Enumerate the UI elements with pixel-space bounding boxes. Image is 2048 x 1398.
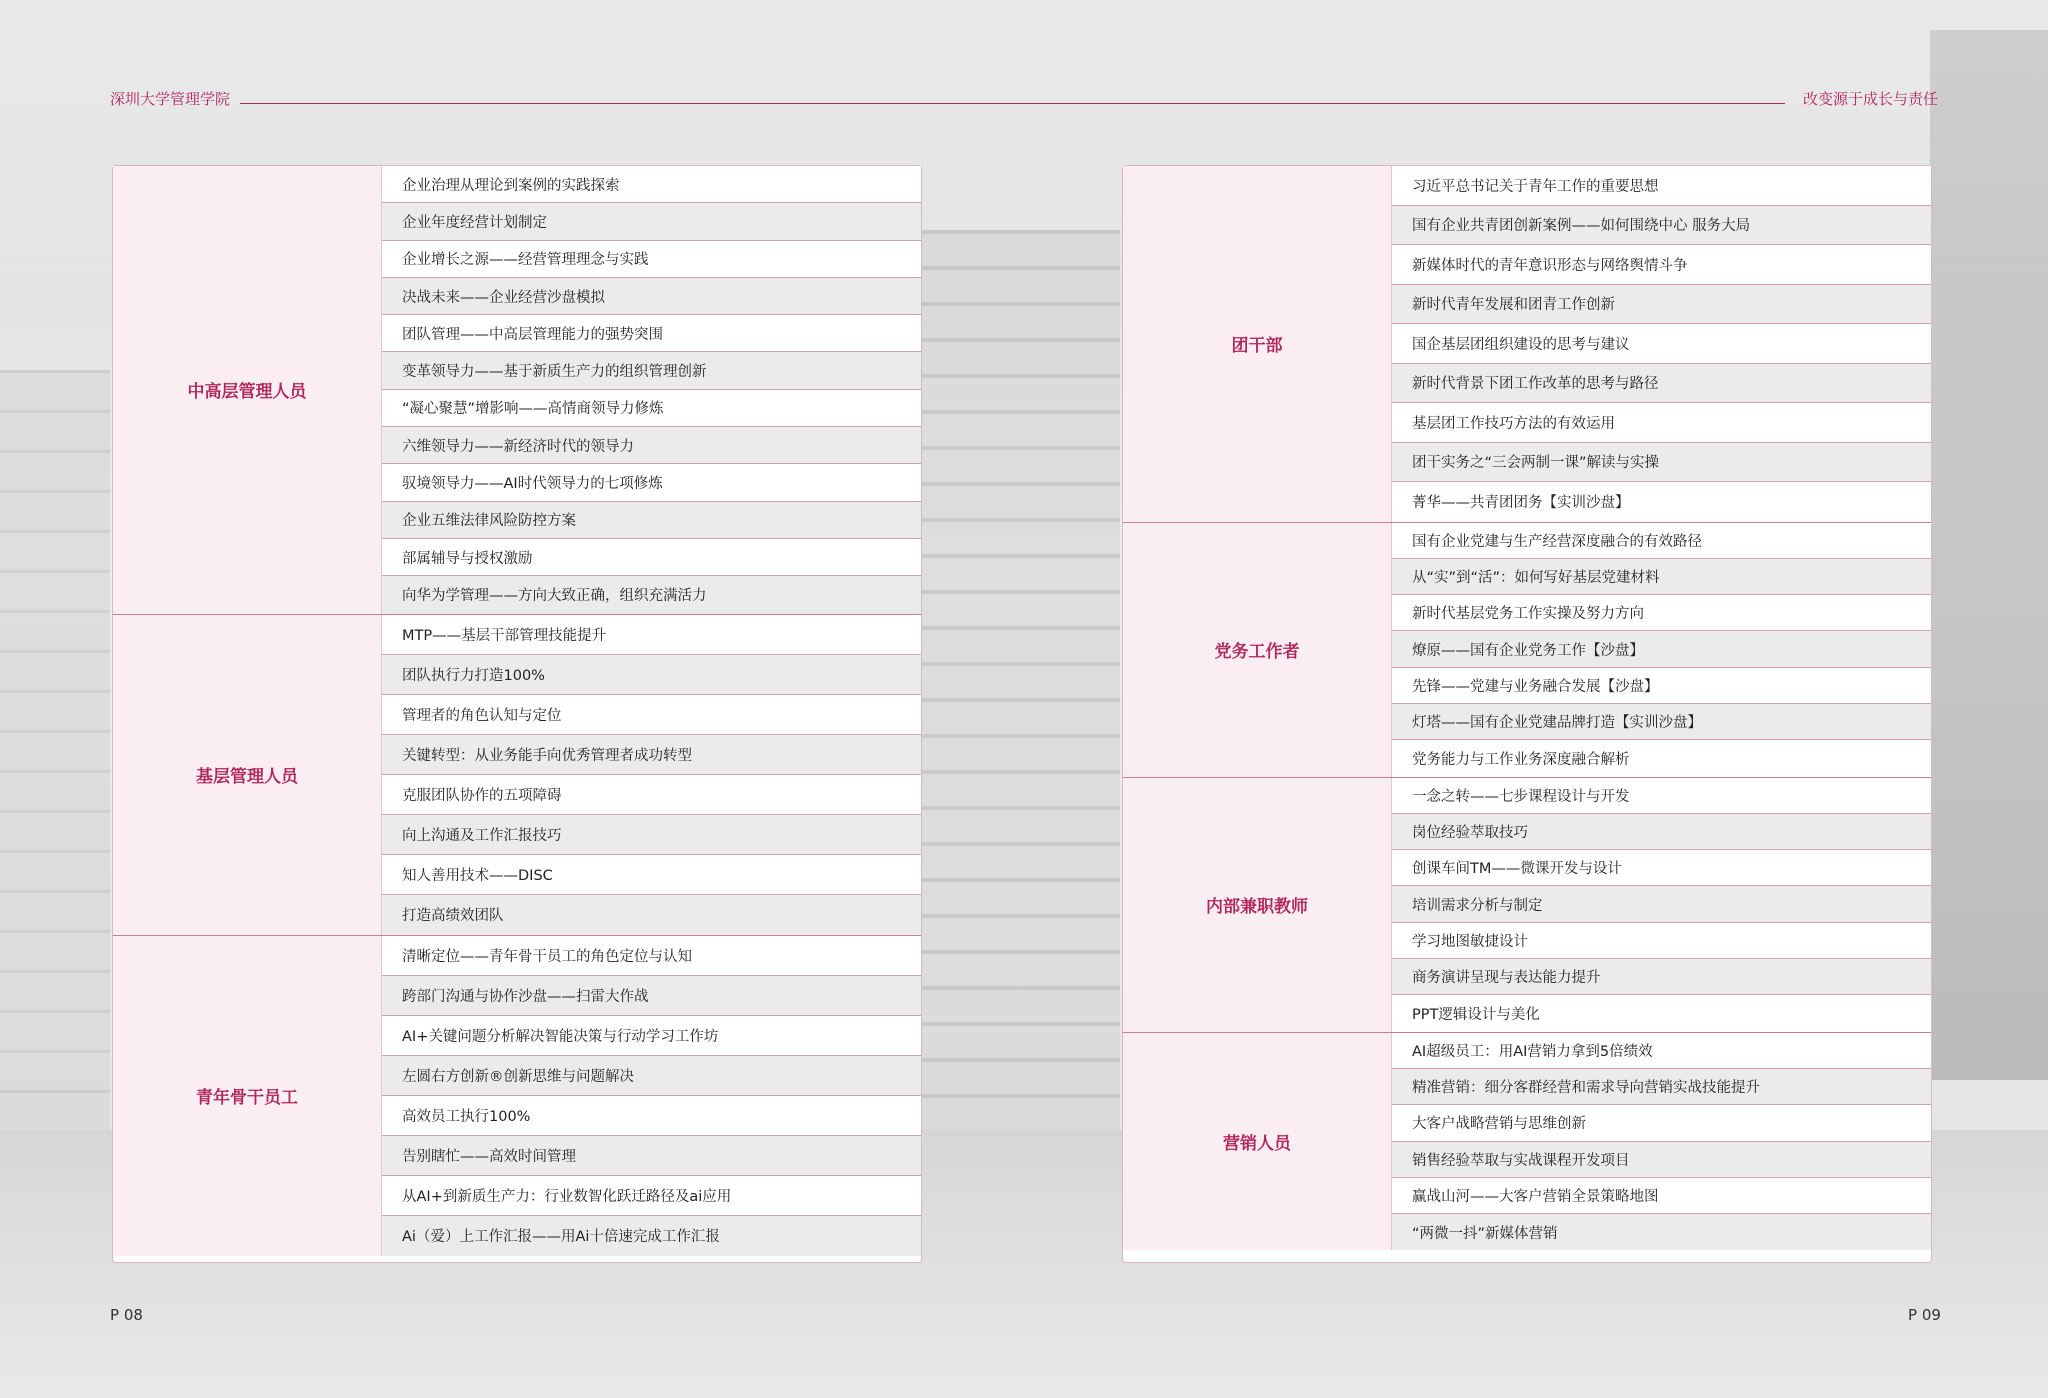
course-list bbox=[1392, 166, 1931, 522]
course-item: 从AI+到新质生产力：行业数智化跃迁路径及ai应用 bbox=[382, 1176, 921, 1216]
course-item: 基层团工作技巧方法的有效运用 bbox=[1392, 403, 1931, 443]
course-item: 高效员工执行100% bbox=[382, 1096, 921, 1136]
course-item: 菁华——共青团团务【实训沙盘】 bbox=[1392, 482, 1931, 522]
course-item: 团干实务之“三会两制一课”解读与实操 bbox=[1392, 443, 1931, 483]
course-group bbox=[113, 615, 921, 936]
course-item: 销售经验萃取与实战课程开发项目 bbox=[1392, 1142, 1931, 1178]
course-item: AI超级员工：用AI营销力拿到5倍绩效 bbox=[1392, 1033, 1931, 1069]
course-group bbox=[113, 936, 921, 1256]
category-label: 党务工作者 bbox=[1123, 523, 1392, 777]
course-item: 一念之转——七步课程设计与开发 bbox=[1392, 778, 1931, 814]
course-item: 国企基层团组织建设的思考与建议 bbox=[1392, 324, 1931, 364]
course-item: 精准营销：细分客群经营和需求导向营销实战技能提升 bbox=[1392, 1069, 1931, 1105]
course-item: 党务能力与工作业务深度融合解析 bbox=[1392, 740, 1931, 776]
course-item: 六维领导力——新经济时代的领导力 bbox=[382, 427, 921, 464]
course-item: 国有企业共青团创新案例——如何围绕中心 服务大局 bbox=[1392, 206, 1931, 246]
course-item: 灯塔——国有企业党建品牌打造【实训沙盘】 bbox=[1392, 704, 1931, 740]
course-item: “两微一抖”新媒体营销 bbox=[1392, 1214, 1931, 1250]
course-item: 部属辅导与授权激励 bbox=[382, 539, 921, 576]
category-label: 团干部 bbox=[1123, 166, 1392, 522]
course-item: 培训需求分析与制定 bbox=[1392, 886, 1931, 922]
course-item: 先锋——党建与业务融合发展【沙盘】 bbox=[1392, 668, 1931, 704]
course-item: 团队执行力打造100% bbox=[382, 655, 921, 695]
course-item: 燎原——国有企业党务工作【沙盘】 bbox=[1392, 631, 1931, 667]
course-item: PPT逻辑设计与美化 bbox=[1392, 995, 1931, 1031]
course-table-right bbox=[1122, 165, 1932, 1263]
course-item: 岗位经验萃取技巧 bbox=[1392, 814, 1931, 850]
course-group bbox=[1123, 523, 1931, 778]
page-number-right: P 09 bbox=[1908, 1306, 1941, 1324]
course-item: 新媒体时代的青年意识形态与网络舆情斗争 bbox=[1392, 245, 1931, 285]
course-item: 打造高绩效团队 bbox=[382, 895, 921, 935]
course-item: 变革领导力——基于新质生产力的组织管理创新 bbox=[382, 352, 921, 389]
course-item: 知人善用技术——DISC bbox=[382, 855, 921, 895]
page-number-left: P 08 bbox=[110, 1306, 143, 1324]
course-item: 学习地图敏捷设计 bbox=[1392, 923, 1931, 959]
course-group bbox=[1123, 166, 1931, 523]
header-divider bbox=[240, 103, 1785, 104]
course-item: “凝心聚慧”增影响——高情商领导力修炼 bbox=[382, 390, 921, 427]
course-item: 驭境领导力——AI时代领导力的七项修炼 bbox=[382, 464, 921, 501]
course-item: 从“实”到“活”：如何写好基层党建材料 bbox=[1392, 559, 1931, 595]
course-item: 团队管理——中高层管理能力的强势突围 bbox=[382, 315, 921, 352]
course-item: 向华为学管理——方向大致正确，组织充满活力 bbox=[382, 576, 921, 613]
course-item: 企业五维法律风险防控方案 bbox=[382, 502, 921, 539]
course-item: 企业治理从理论到案例的实践探索 bbox=[382, 166, 921, 203]
course-item: 克服团队协作的五项障碍 bbox=[382, 775, 921, 815]
course-group bbox=[113, 166, 921, 615]
course-item: 向上沟通及工作汇报技巧 bbox=[382, 815, 921, 855]
course-group bbox=[1123, 1033, 1931, 1251]
course-list bbox=[1392, 523, 1931, 777]
course-item: 企业年度经营计划制定 bbox=[382, 203, 921, 240]
course-item: 习近平总书记关于青年工作的重要思想 bbox=[1392, 166, 1931, 206]
course-item: 赢战山河——大客户营销全景策略地图 bbox=[1392, 1178, 1931, 1214]
course-item: MTP——基层干部管理技能提升 bbox=[382, 615, 921, 655]
course-group bbox=[1123, 778, 1931, 1033]
course-table-left bbox=[112, 165, 922, 1263]
category-label: 营销人员 bbox=[1123, 1033, 1392, 1251]
course-list bbox=[382, 936, 921, 1256]
course-item: 清晰定位——青年骨干员工的角色定位与认知 bbox=[382, 936, 921, 976]
course-item: Ai（爱）上工作汇报——用Ai十倍速完成工作汇报 bbox=[382, 1216, 921, 1256]
course-item: 创课车间TM——微课开发与设计 bbox=[1392, 850, 1931, 886]
category-label: 中高层管理人员 bbox=[113, 166, 382, 614]
course-item: 告别瞎忙——高效时间管理 bbox=[382, 1136, 921, 1176]
course-item: 决战未来——企业经营沙盘模拟 bbox=[382, 278, 921, 315]
course-list bbox=[382, 615, 921, 935]
course-item: 管理者的角色认知与定位 bbox=[382, 695, 921, 735]
course-item: 关键转型：从业务能手向优秀管理者成功转型 bbox=[382, 735, 921, 775]
course-item: 新时代基层党务工作实操及努力方向 bbox=[1392, 595, 1931, 631]
course-item: 大客户战略营销与思维创新 bbox=[1392, 1105, 1931, 1141]
category-label: 青年骨干员工 bbox=[113, 936, 382, 1256]
course-item: 跨部门沟通与协作沙盘——扫雷大作战 bbox=[382, 976, 921, 1016]
category-label: 基层管理人员 bbox=[113, 615, 382, 935]
course-item: 企业增长之源——经营管理理念与实践 bbox=[382, 241, 921, 278]
course-item: 国有企业党建与生产经营深度融合的有效路径 bbox=[1392, 523, 1931, 559]
course-list bbox=[1392, 1033, 1931, 1251]
course-item: 左圆右方创新®创新思维与问题解决 bbox=[382, 1056, 921, 1096]
course-item: AI+关键问题分析解决智能决策与行动学习工作坊 bbox=[382, 1016, 921, 1056]
course-list bbox=[382, 166, 921, 614]
course-item: 新时代背景下团工作改革的思考与路径 bbox=[1392, 364, 1931, 404]
category-label: 内部兼职教师 bbox=[1123, 778, 1392, 1032]
course-item: 商务演讲呈现与表达能力提升 bbox=[1392, 959, 1931, 995]
course-item: 新时代青年发展和团青工作创新 bbox=[1392, 285, 1931, 325]
header-school-name: 深圳大学管理学院 bbox=[110, 90, 231, 108]
header-slogan: 改变源于成长与责任 bbox=[1802, 90, 1938, 108]
course-list bbox=[1392, 778, 1931, 1032]
